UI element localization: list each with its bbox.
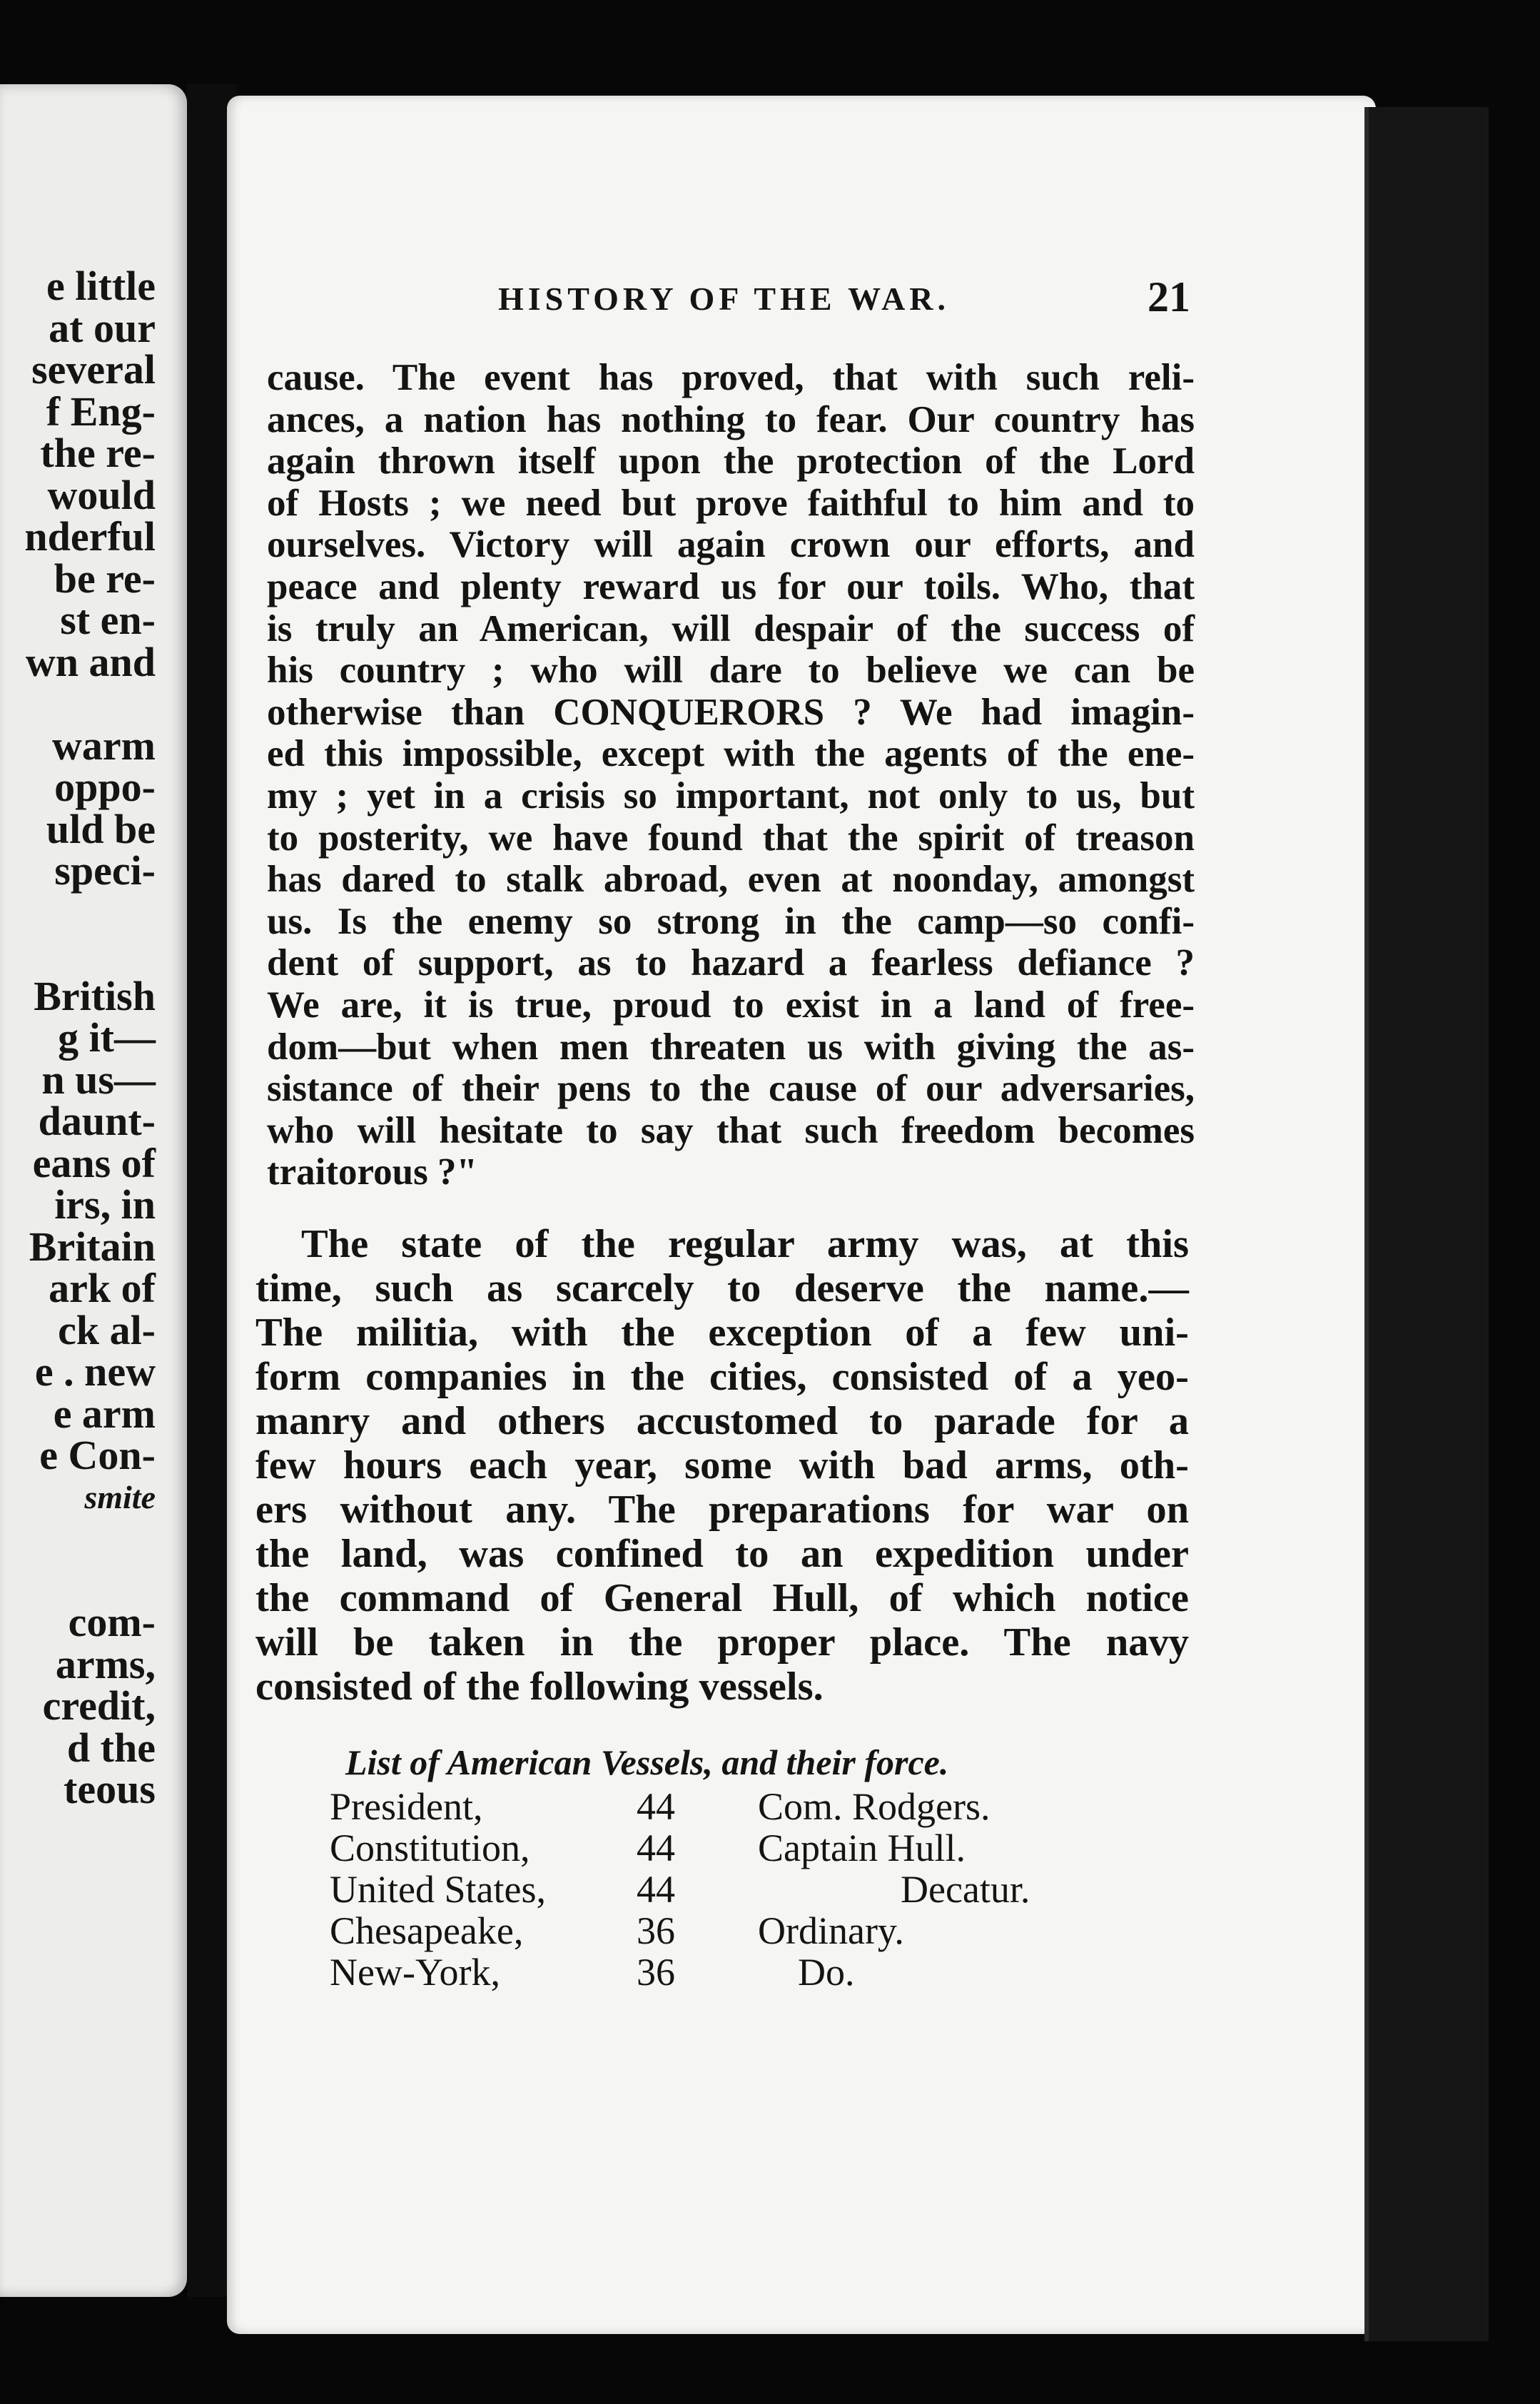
text-line: of Hosts ; we need but prove faithful to him and to xyxy=(267,482,1195,524)
text-line: dom—but when men threaten us with giving the as- xyxy=(267,1026,1195,1068)
left-page-line: irs, in xyxy=(54,1181,156,1228)
text-line: will be taken in the proper place. The navy xyxy=(255,1620,1189,1665)
text-line: few hours each year, some with bad arms, oth- xyxy=(255,1443,1189,1488)
vessel-commander: Do. xyxy=(798,1951,855,1994)
text-line: sistance of their pens to the cause of our adversaries, xyxy=(267,1068,1195,1110)
vessel-name: United States, xyxy=(330,1868,546,1911)
text-line: to posterity, we have found that the spirit of treason xyxy=(267,817,1195,859)
vessel-name: Constitution, xyxy=(330,1827,530,1869)
left-page-line: f Eng- xyxy=(46,388,156,435)
vessel-row xyxy=(330,1910,1272,1951)
vessel-guns: 44 xyxy=(637,1827,675,1869)
left-page-line: several xyxy=(31,346,156,393)
running-head: HISTORY OF THE WAR. xyxy=(498,281,951,317)
left-page-line: eans of xyxy=(32,1139,156,1186)
vessel-guns: 44 xyxy=(637,1785,675,1828)
left-page-line: ck al- xyxy=(58,1306,156,1353)
vessel-name: New-York, xyxy=(330,1951,501,1994)
left-page-line: Britain xyxy=(29,1223,156,1270)
text-line: consisted of the following vessels. xyxy=(255,1665,824,1709)
text-line: ers without any. The preparations for war on xyxy=(255,1488,1189,1532)
vessel-commander: Captain Hull. xyxy=(758,1827,966,1869)
vessel-name: Chesapeake, xyxy=(330,1909,524,1952)
text-line: manry and others accustomed to parade for a xyxy=(255,1399,1189,1443)
left-page-line: e little xyxy=(46,263,156,309)
vessel-name: President, xyxy=(330,1785,483,1828)
text-line: us. Is the enemy so strong in the camp—so confi- xyxy=(267,900,1195,942)
text-line: The state of the regular army was, at this xyxy=(301,1222,1189,1266)
vessel-guns: 44 xyxy=(637,1868,675,1911)
left-page-line: st en- xyxy=(60,597,156,643)
text-line: The militia, with the exception of a few uni- xyxy=(255,1310,1189,1355)
text-line: the command of General Hull, of which notice xyxy=(255,1576,1189,1620)
left-page-line: wn and xyxy=(25,638,156,685)
text-line: ourselves. Victory will again crown our efforts, and xyxy=(267,524,1195,566)
left-page-line: e arm xyxy=(53,1390,156,1437)
left-page-line: be re- xyxy=(54,555,156,602)
text-line: the land, was confined to an expedition under xyxy=(255,1532,1189,1576)
text-line: my ; yet in a crisis so important, not only to us, but xyxy=(267,774,1195,817)
vessel-row xyxy=(330,1786,1272,1827)
text-line: ances, a nation has nothing to fear. Our country has xyxy=(267,398,1195,440)
left-page-line: g it— xyxy=(58,1014,156,1061)
vessel-guns: 36 xyxy=(637,1909,675,1952)
left-page-line: speci- xyxy=(54,847,156,894)
vessel-row xyxy=(330,1951,1272,1993)
left-page-line: com- xyxy=(68,1599,156,1645)
left-page-line: oppo- xyxy=(54,764,156,810)
page-number: 21 xyxy=(1148,273,1190,320)
vessel-commander: Com. Rodgers. xyxy=(758,1785,991,1828)
vessel-commander: Decatur. xyxy=(901,1868,1030,1911)
vessel-list-title: List of American Vessels, and their force. xyxy=(345,1742,949,1782)
left-page-line: uld be xyxy=(46,805,156,852)
text-line: who will hesitate to say that such freedom becomes xyxy=(267,1109,1195,1151)
page-edge-shadow xyxy=(1364,107,1489,2341)
left-page-line: the re- xyxy=(40,430,156,476)
text-line: has dared to stalk abroad, even at noonday, amongst xyxy=(267,859,1195,901)
left-page-line: teous xyxy=(64,1766,156,1812)
left-page-line: credit, xyxy=(42,1682,156,1729)
paragraph-army-state xyxy=(255,1222,1189,1709)
vessel-commander: Ordinary. xyxy=(758,1909,904,1952)
text-line: traitorous ?" xyxy=(267,1151,477,1193)
vessel-row xyxy=(330,1827,1272,1869)
text-line: We are, it is true, proud to exist in a land of free- xyxy=(267,984,1195,1026)
text-line: his country ; who will dare to believe we can be xyxy=(267,650,1195,692)
left-page-line: d the xyxy=(66,1724,156,1771)
text-line: peace and plenty reward us for our toils. Who, that xyxy=(267,565,1195,607)
left-page-line: at our xyxy=(49,304,156,351)
left-page-line: n us— xyxy=(41,1056,156,1103)
left-page-line: British xyxy=(34,972,156,1019)
text-line: is truly an American, will despair of the success of xyxy=(267,607,1195,650)
left-page-line: warm xyxy=(52,722,156,769)
paragraph-quote-end xyxy=(267,357,1195,1193)
text-line: form companies in the cities, consisted of a yeo- xyxy=(255,1355,1189,1399)
left-page-line: arms, xyxy=(55,1640,156,1687)
left-page-fragment xyxy=(0,84,187,2297)
text-line: cause. The event has proved, that with such reli- xyxy=(267,357,1195,398)
left-page-line: nderful xyxy=(24,513,156,560)
vessel-row xyxy=(330,1869,1272,1910)
left-page-line: e Con- xyxy=(39,1432,156,1478)
text-line: again thrown itself upon the protection of the Lord xyxy=(267,440,1195,483)
text-line: ed this impossible, except with the agents of the ene- xyxy=(267,733,1195,775)
vessel-guns: 36 xyxy=(637,1951,675,1994)
left-page-line: smite xyxy=(84,1478,156,1515)
text-line: time, such as scarcely to deserve the name.— xyxy=(255,1266,1189,1310)
left-page-line: daunt- xyxy=(38,1098,156,1144)
left-page-line: e . new xyxy=(34,1348,156,1395)
vessel-table xyxy=(330,1786,1272,1993)
left-page-line: would xyxy=(47,471,156,518)
text-line: otherwise than CONQUERORS ? We had imagin- xyxy=(267,691,1195,733)
left-page-line: ark of xyxy=(49,1265,156,1311)
text-line: dent of support, as to hazard a fearless defiance ? xyxy=(267,942,1195,984)
